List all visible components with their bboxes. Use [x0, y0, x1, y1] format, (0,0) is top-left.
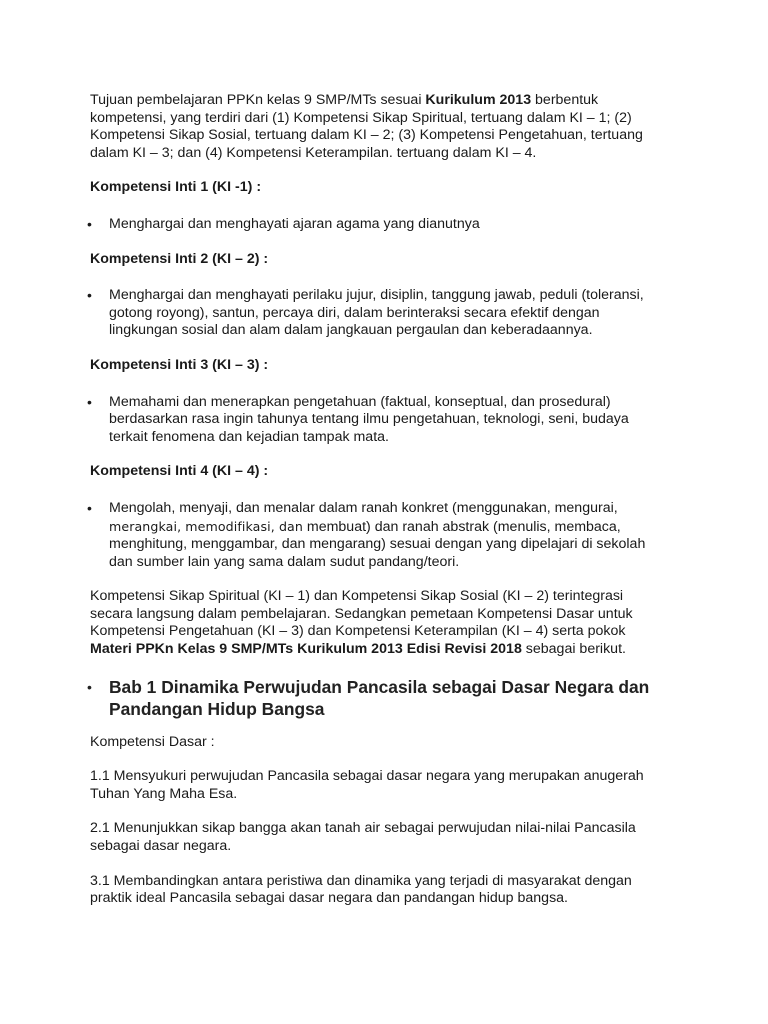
intro-paragraph: [90, 92, 668, 162]
summary-text-start: Kompetensi Sikap Spiritual (KI – 1) dan Kompetensi Sikap Sosial (KI – 2) terintegrasi secara langsung dalam pembelajaran. Sedangkan pemetaan Kompetensi Dasar untuk Kompetensi Pengetahuan (KI – 3) dan Kompetensi Keterampilan (KI – 4) serta pokok: [90, 588, 633, 640]
ki1-item: • Menghargai dan menghayati ajaran agama yang dianutnya: [90, 216, 668, 234]
kd-label: Kompetensi Dasar :: [90, 733, 215, 750]
kd-item: 1.1 Mensyukuri perwujudan Pancasila sebagai dasar negara yang merupakan anugerah Tuhan Yang Maha Esa.: [90, 768, 644, 802]
kd-item: 3.1 Membandingkan antara peristiwa dan dinamika yang terjadi di masyarakat dengan praktik ideal Pancasila sebagai dasar negara dan pandangan hidup bangsa.: [90, 872, 632, 907]
summary-paragraph: [90, 588, 668, 658]
ki1-heading: Kompetensi Inti 1 (KI -1) :: [90, 179, 262, 196]
chapter-heading: • Bab 1 Dinamika Perwujudan Pancasila sebagai Dasar Negara dan Pandangan Hidup Bangsa: [90, 676, 668, 720]
ki2-heading: Kompetensi Inti 2 (KI – 2) :: [90, 250, 269, 267]
ki3-list: [90, 394, 668, 447]
ki4-item: [90, 500, 668, 571]
ki4-item-text-alt: merangkai, memodifikasi, dan: [109, 518, 303, 534]
ki4-list: [90, 500, 668, 571]
ki2-list: [90, 287, 668, 340]
intro-text-start: Tujuan pembelajaran PPKn kelas 9 SMP/MTs sesuai: [90, 92, 426, 108]
ki1-list: [90, 216, 668, 234]
document-page: [90, 92, 668, 925]
ki4-heading: Kompetensi Inti 4 (KI – 4) :: [90, 463, 269, 480]
summary-bold-materi: Materi PPKn Kelas 9 SMP/MTs Kurikulum 2013 Edisi Revisi 2018: [90, 641, 522, 658]
summary-text-end: sebagai berikut.: [521, 641, 626, 658]
intro-text-end: berbentuk kompetensi, yang terdiri dari (1) Kompetensi Sikap Spiritual, tertuang dalam KI – 1; (2) Kompetensi Sikap Sosial, tertuang dalam KI – 2; (3) Kompetensi Pengetahuan, tertuang dalam KI – 3; dan (4) Kompetensi Keterampilan. tertuang dalam KI – 4.: [90, 92, 643, 161]
ki4-item-text-start: Mengolah, menyaji, dan menalar dalam ranah konkret (menggunakan, mengurai,: [109, 499, 618, 516]
intro-bold-curriculum: Kurikulum 2013: [425, 92, 532, 108]
ki2-item: • Menghargai dan menghayati perilaku jujur, disiplin, tanggung jawab, peduli (toleransi, gotong royong), santun, percaya diri, dalam berinteraksi secara efektif dengan lingkungan sosial dan alam dalam jangkauan pergaulan dan keberadaannya.: [90, 287, 668, 340]
ki3-item: • Memahami dan menerapkan pengetahuan (faktual, konseptual, dan prosedural) berdasarkan rasa ingin tahunya tentang ilmu pengetahuan, teknologi, seni, budaya terkait fenomena dan kejadian tampak mata.: [90, 394, 668, 447]
ki3-heading: Kompetensi Inti 3 (KI – 3) :: [90, 356, 269, 373]
ki4-item-text-end: membuat) dan ranah abstrak (menulis, membaca, menghitung, menggambar, dan mengarang) sesuai dengan yang dipelajari di sekolah dan sumber lain yang sama dalam sudut pandang/teori.: [109, 518, 646, 570]
kd-item: 2.1 Menunjukkan sikap bangga akan tanah air sebagai perwujudan nilai-nilai Pancasila sebagai dasar negara.: [90, 820, 636, 855]
